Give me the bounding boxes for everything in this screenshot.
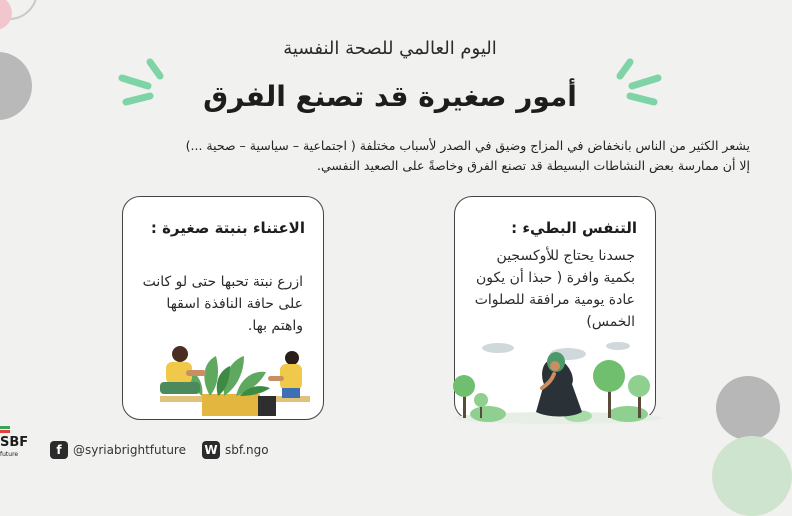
decor-circle-green — [712, 436, 792, 516]
plant-illustration — [140, 338, 320, 418]
intro-line: إلا أن ممارسة بعض النشاطات البسيطة قد تصنع الفرق وخاصةً على الصعيد النفسي. — [317, 158, 750, 173]
decor-circle-pink — [0, 0, 12, 30]
card-body: ازرع نبتة تحبها حتى لو كانت على حافة النافذة اسقها واهتم بها. — [142, 274, 303, 334]
intro-line: يشعر الكثير من الناس بانخفاض في المزاج وضيق في الصدر لأسباب مختلفة ( اجتماعية – سياسية – صحية ...) — [185, 138, 750, 153]
website-url: sbf.ngo — [225, 443, 269, 457]
intro-paragraph — [40, 136, 750, 176]
card-heading: الاعتناء بنبتة صغيرة : — [150, 219, 305, 237]
facebook-icon: f — [50, 441, 68, 459]
decor-circle-grey-right — [716, 376, 780, 440]
website-link[interactable] — [202, 440, 269, 460]
rays-icon — [614, 54, 668, 110]
meditation-illustration — [448, 340, 660, 422]
page-subtitle: اليوم العالمي للصحة النفسية — [283, 38, 497, 59]
logo-text: SBF — [0, 435, 29, 450]
facebook-link[interactable] — [50, 440, 186, 460]
page-title: أمور صغيرة قد تصنع الفرق — [203, 80, 577, 113]
card-heading: التنفس البطيء : — [511, 219, 637, 237]
wordpress-icon: W — [202, 441, 220, 459]
card-body: جسدنا يحتاج للأوكسجين بكمية وافرة ( حبذا أن يكون عادة يومية مرافقة للصلوات الخمس) — [474, 248, 635, 330]
logo-subtext: future — [0, 451, 19, 458]
sbf-logo — [0, 424, 29, 462]
facebook-handle: @syriabrightfuture — [73, 443, 186, 457]
